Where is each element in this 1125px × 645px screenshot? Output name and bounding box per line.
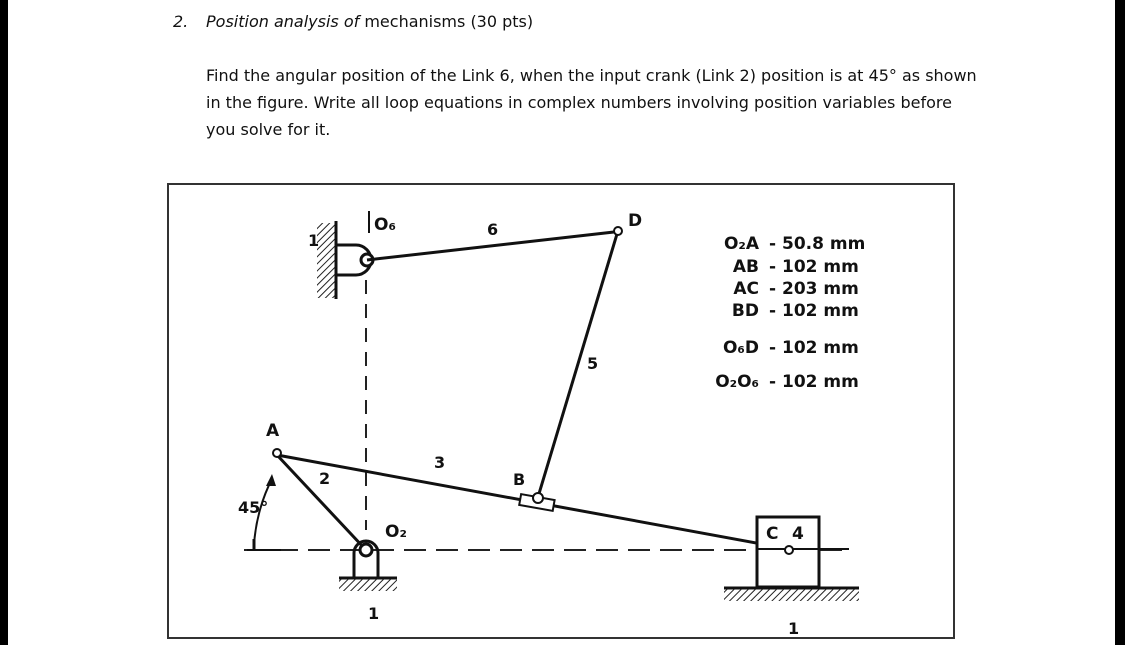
question-title (206, 12, 533, 31)
dimension-sep: - (769, 372, 777, 392)
mechanism-figure (167, 183, 955, 639)
question-body-line: Find the angular position of the Link 6, when the input crank (Link 2) position is at 45° as shown (206, 66, 977, 85)
dimension-sep: - (769, 338, 777, 358)
right-ground-hatch (724, 589, 859, 601)
label-o6: O₆ (374, 215, 396, 235)
label-angle: 45° (238, 498, 269, 517)
link-5 (538, 234, 617, 497)
joint-d (614, 227, 622, 235)
label-link-4: 4 (792, 524, 804, 544)
question-title-rest: mechanisms (30 pts) (359, 12, 534, 31)
dimension-name: AC (733, 279, 759, 299)
joint-b (533, 493, 543, 503)
question-body-line: you solve for it. (206, 120, 331, 139)
label-point-d: D (628, 211, 643, 231)
dimension-value: 102 mm (782, 257, 859, 277)
label-ground-right: 1 (788, 619, 800, 638)
label-point-c: C (766, 524, 779, 544)
dimension-sep: - (769, 257, 777, 277)
question-number: 2. (173, 12, 189, 31)
joint-a (273, 449, 281, 457)
document-page (8, 0, 1115, 645)
dimension-value: 102 mm (782, 372, 859, 392)
dimension-sep: - (769, 234, 777, 254)
mechanism-diagram (169, 185, 955, 639)
dimension-name: BD (731, 301, 759, 321)
joint-c (785, 546, 793, 554)
dimension-value: 102 mm (782, 301, 859, 321)
dimension-value: 102 mm (782, 338, 859, 358)
dimension-value: 50.8 mm (782, 234, 866, 254)
o2-ground-hatch (339, 579, 397, 591)
dimension-value: 203 mm (782, 279, 859, 299)
dimension-table (715, 234, 865, 392)
label-one-top: 1 (308, 231, 320, 250)
label-link-3: 3 (434, 453, 446, 472)
dimension-name: O₂O₆ (715, 372, 759, 392)
label-point-b: B (513, 470, 526, 489)
label-point-a: A (266, 421, 280, 441)
question-body (206, 62, 1006, 143)
question-title-italic: Position analysis of (206, 12, 360, 31)
top-ground-hatch (317, 223, 335, 298)
dimension-name: AB (732, 257, 759, 277)
question-body-line: in the figure. Write all loop equations in complex numbers involving position variables before (206, 93, 952, 112)
dimension-sep: - (769, 279, 777, 299)
dimension-sep: - (769, 301, 777, 321)
angle-arrow-head (266, 474, 276, 486)
label-ground-left: 1 (368, 604, 380, 623)
label-link-6: 6 (487, 220, 499, 239)
dimension-name: O₆D (722, 338, 759, 358)
label-link-2: 2 (319, 469, 331, 488)
label-o2: O₂ (385, 522, 407, 542)
dimension-name: O₂A (723, 234, 759, 254)
o2-pivot (360, 544, 372, 556)
label-link-5: 5 (587, 354, 599, 373)
